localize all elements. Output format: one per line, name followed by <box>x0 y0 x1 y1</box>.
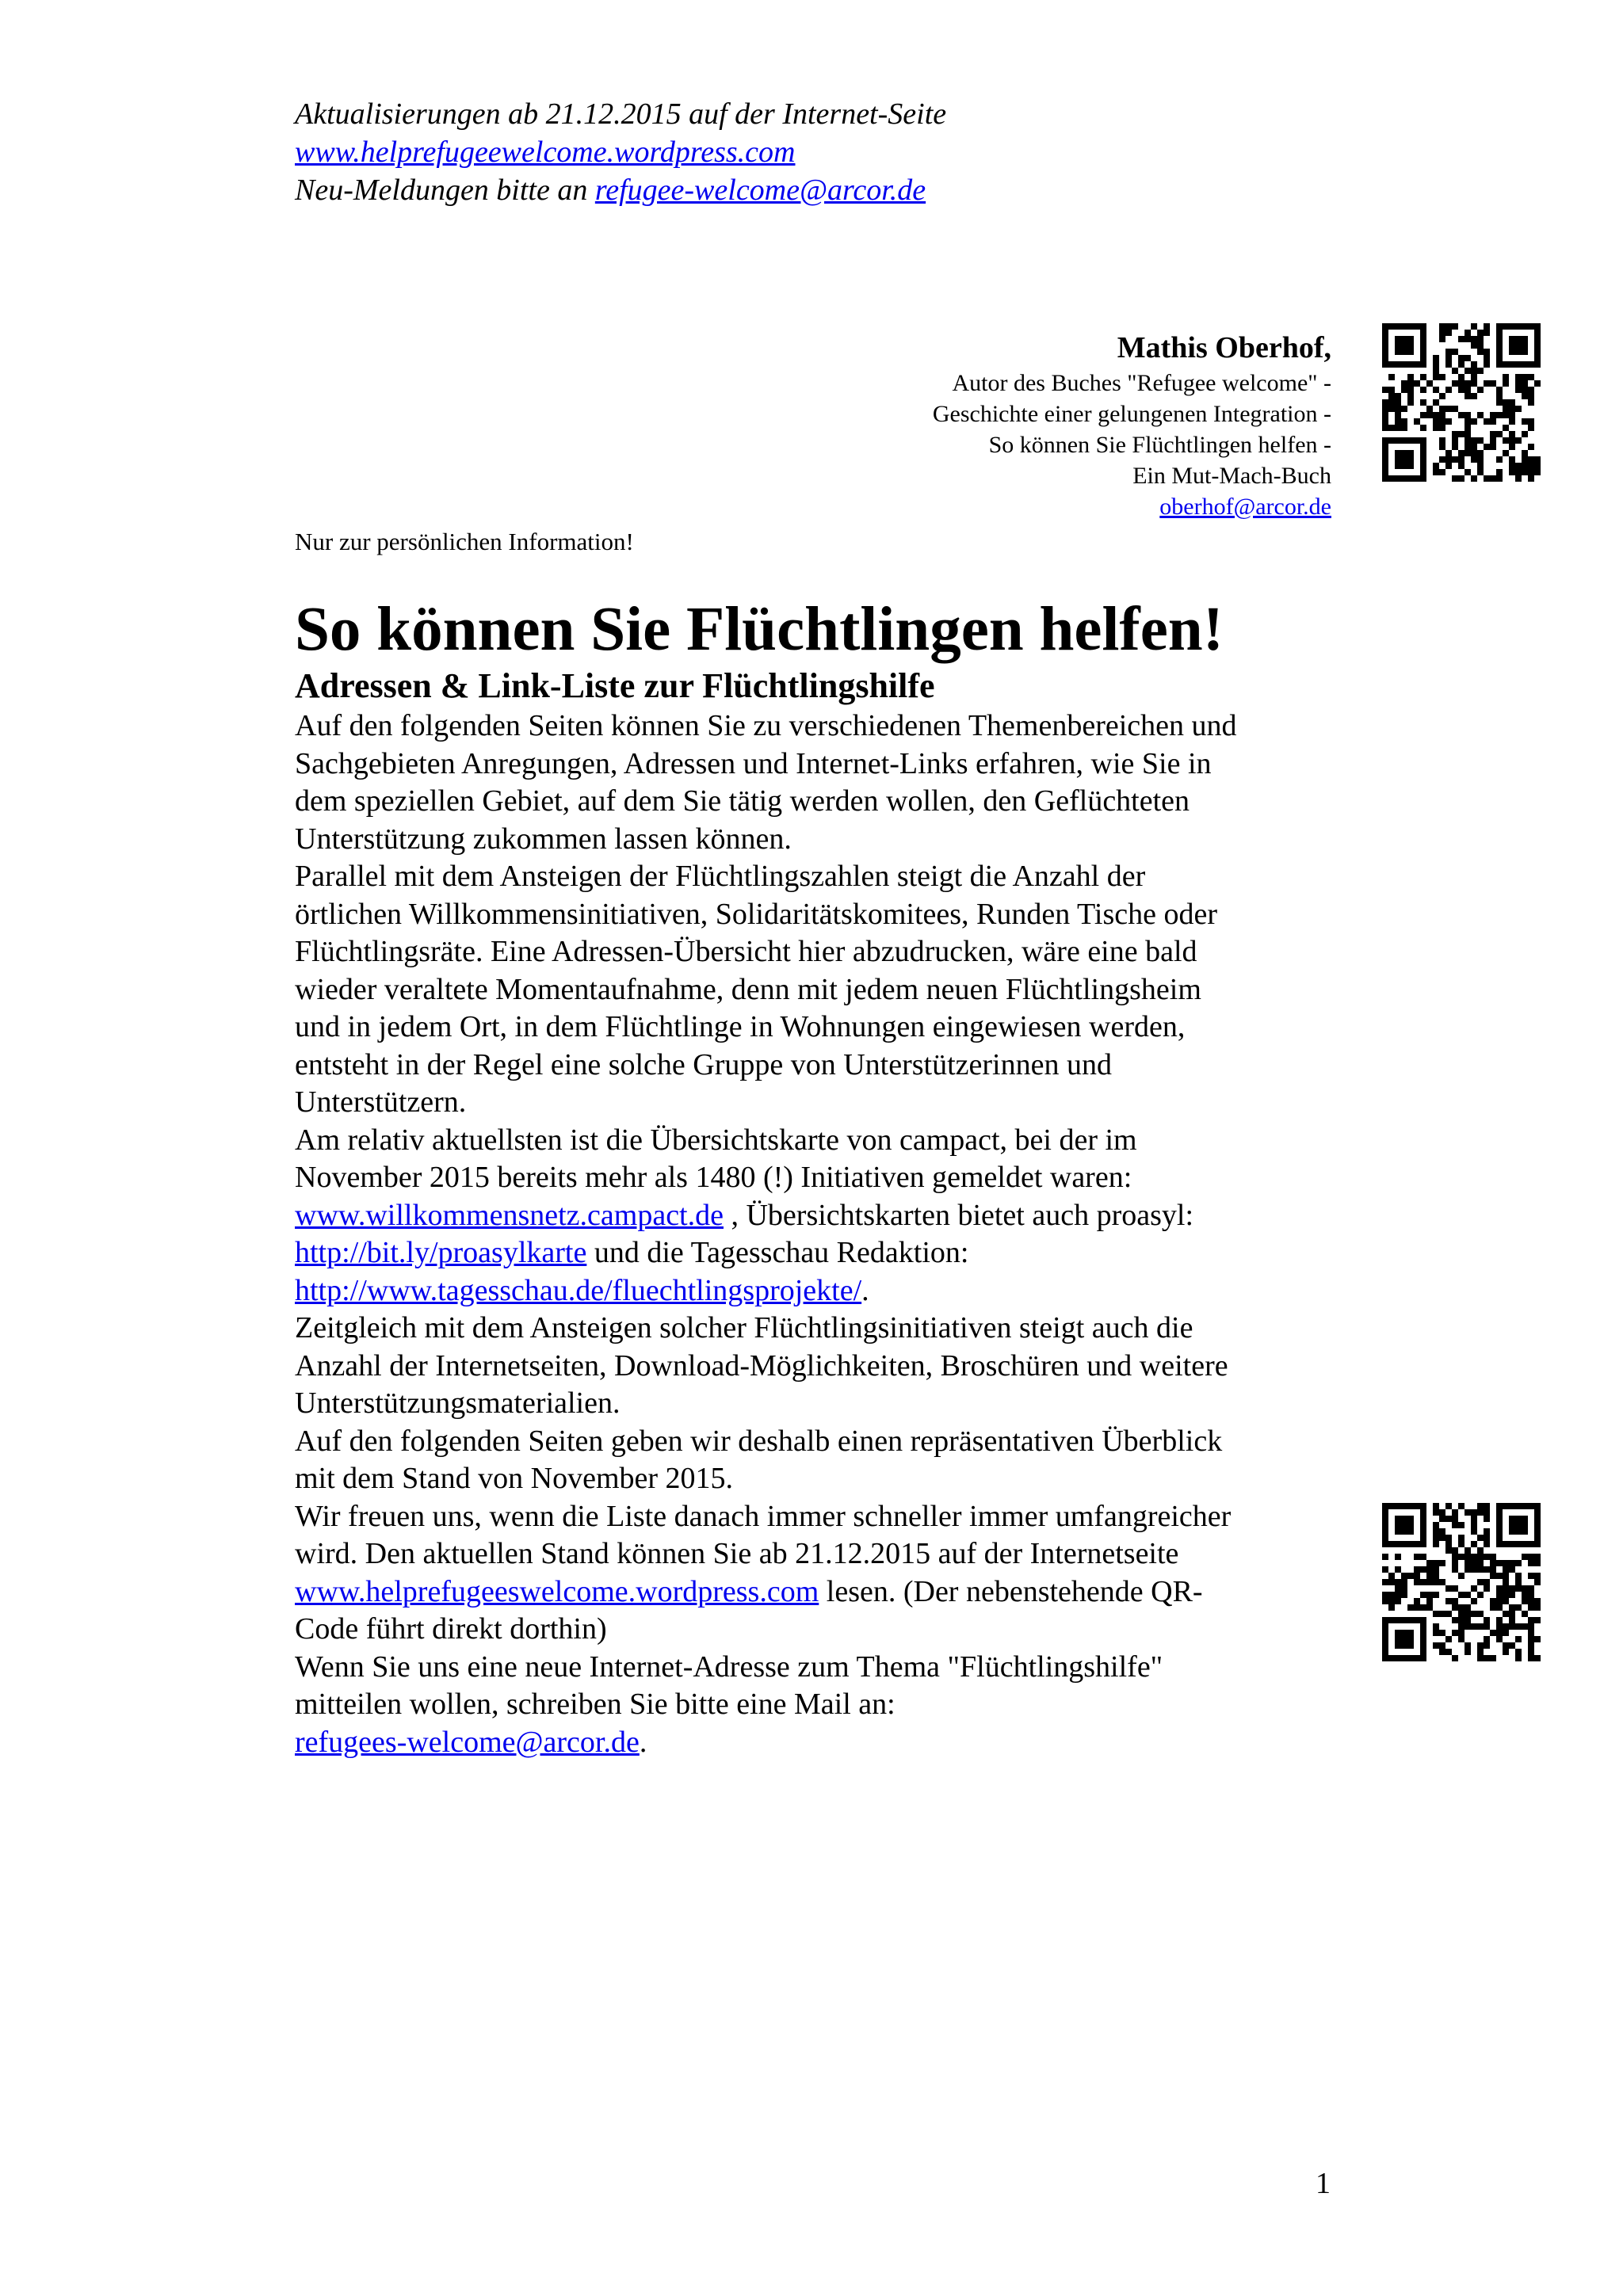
body-text <box>295 707 1341 1761</box>
author-line: Autor des Buches "Refugee welcome" - <box>952 370 1331 396</box>
body-line: Auf den folgenden Seiten können Sie zu verschiedenen Themenbereichen und <box>295 709 1237 742</box>
author-block <box>792 328 1331 522</box>
author-line: Geschichte einer gelungenen Integration - <box>932 401 1331 427</box>
body-line: Wenn Sie uns eine neue Internet-Adresse zum Thema "Flüchtlingshilfe" <box>295 1650 1163 1684</box>
header-line-3-prefix: Neu-Meldungen bitte an <box>295 174 595 207</box>
body-line: dem speziellen Gebiet, auf dem Sie tätig werden wollen, den Geflüchteten <box>295 784 1190 818</box>
body-line: November 2015 bereits mehr als 1480 (!) Initiativen gemeldet waren: <box>295 1161 1132 1194</box>
proasyl-link[interactable]: http://bit.ly/proasylkarte <box>295 1236 587 1269</box>
body-text-fragment: , Übersichtskarten bietet auch proasyl: <box>723 1198 1194 1232</box>
body-line: mit dem Stand von November 2015. <box>295 1462 734 1495</box>
body-line: Sachgebieten Anregungen, Adressen und Internet-Links erfahren, wie Sie in <box>295 746 1212 780</box>
body-line: Anzahl der Internetseiten, Download-Möglichkeiten, Broschüren und weitere <box>295 1348 1228 1383</box>
wordpress-link[interactable]: www.helprefugeeswelcome.wordpress.com <box>295 1574 819 1608</box>
body-line: örtlichen Willkommensinitiativen, Solidaritätskomitees, Runden Tische oder <box>295 897 1218 931</box>
body-line: wird. Den aktuellen Stand können Sie ab 21.12.2015 auf der Internetseite <box>295 1537 1179 1570</box>
body-text-fragment: . <box>861 1273 869 1307</box>
header-note <box>295 95 1325 209</box>
header-website-link[interactable]: www.helprefugeewelcome.wordpress.com <box>295 135 796 169</box>
body-text-fragment: und die Tagesschau Redaktion: <box>586 1236 969 1269</box>
body-line: Auf den folgenden Seiten geben wir deshalb einen repräsentativen Überblick <box>295 1424 1223 1458</box>
body-text-fragment: lesen. (Der nebenstehende QR- <box>819 1574 1203 1608</box>
author-line: So können Sie Flüchtlingen helfen - <box>988 432 1331 458</box>
qr-code-icon <box>1379 320 1544 485</box>
info-note: Nur zur persönlichen Information! <box>295 528 634 555</box>
body-line: wieder veraltete Momentaufnahme, denn mit jedem neuen Flüchtlingsheim <box>295 972 1201 1006</box>
body-line: Zeitgleich mit dem Ansteigen solcher Flüchtlingsinitiativen steigt auch die <box>295 1311 1193 1344</box>
body-line: Wir freuen uns, wenn die Liste danach immer schneller immer umfangreicher <box>295 1499 1232 1533</box>
author-name: Mathis Oberhof, <box>1117 331 1331 364</box>
author-line: Ein Mut-Mach-Buch <box>1132 463 1331 489</box>
body-text-fragment: . <box>639 1725 647 1759</box>
body-line: Unterstützern. <box>295 1085 467 1119</box>
body-line: mitteilen wollen, schreiben Sie bitte eine Mail an: <box>295 1688 896 1721</box>
page-number: 1 <box>1316 2167 1331 2200</box>
body-line: und in jedem Ort, in dem Flüchtlinge in Wohnungen eingewiesen werden, <box>295 1010 1186 1043</box>
body-line: entsteht in der Regel eine solche Gruppe von Unterstützerinnen und <box>295 1047 1112 1081</box>
page-title: So können Sie Flüchtlingen helfen! <box>295 595 1224 664</box>
body-line: Unterstützungsmaterialien. <box>295 1386 621 1420</box>
tagesschau-link[interactable]: http://www.tagesschau.de/fluechtlingsprojekte/ <box>295 1273 862 1307</box>
mail-link[interactable]: refugees-welcome@arcor.de <box>295 1725 640 1759</box>
body-line: Parallel mit dem Ansteigen der Flüchtlingszahlen steigt die Anzahl der <box>295 860 1146 893</box>
author-email-link[interactable]: oberhof@arcor.de <box>1159 494 1331 520</box>
campact-link[interactable]: www.willkommensnetz.campact.de <box>295 1198 724 1232</box>
page-subtitle: Adressen & Link-Liste zur Flüchtlingshilfe <box>295 666 935 705</box>
body-line: Unterstützung zukommen lassen können. <box>295 822 792 856</box>
body-line: Code führt direkt dorthin) <box>295 1612 607 1646</box>
body-line: Flüchtlingsräte. Eine Adressen-Übersicht hier abzudrucken, wäre eine bald <box>295 935 1197 968</box>
header-line-1: Aktualisierungen ab 21.12.2015 auf der Internet-Seite <box>295 97 947 131</box>
body-line: Am relativ aktuellsten ist die Übersichtskarte von campact, bei der im <box>295 1123 1137 1157</box>
header-email-link[interactable]: refugee-welcome@arcor.de <box>594 174 926 207</box>
qr-code-icon <box>1379 1500 1544 1665</box>
